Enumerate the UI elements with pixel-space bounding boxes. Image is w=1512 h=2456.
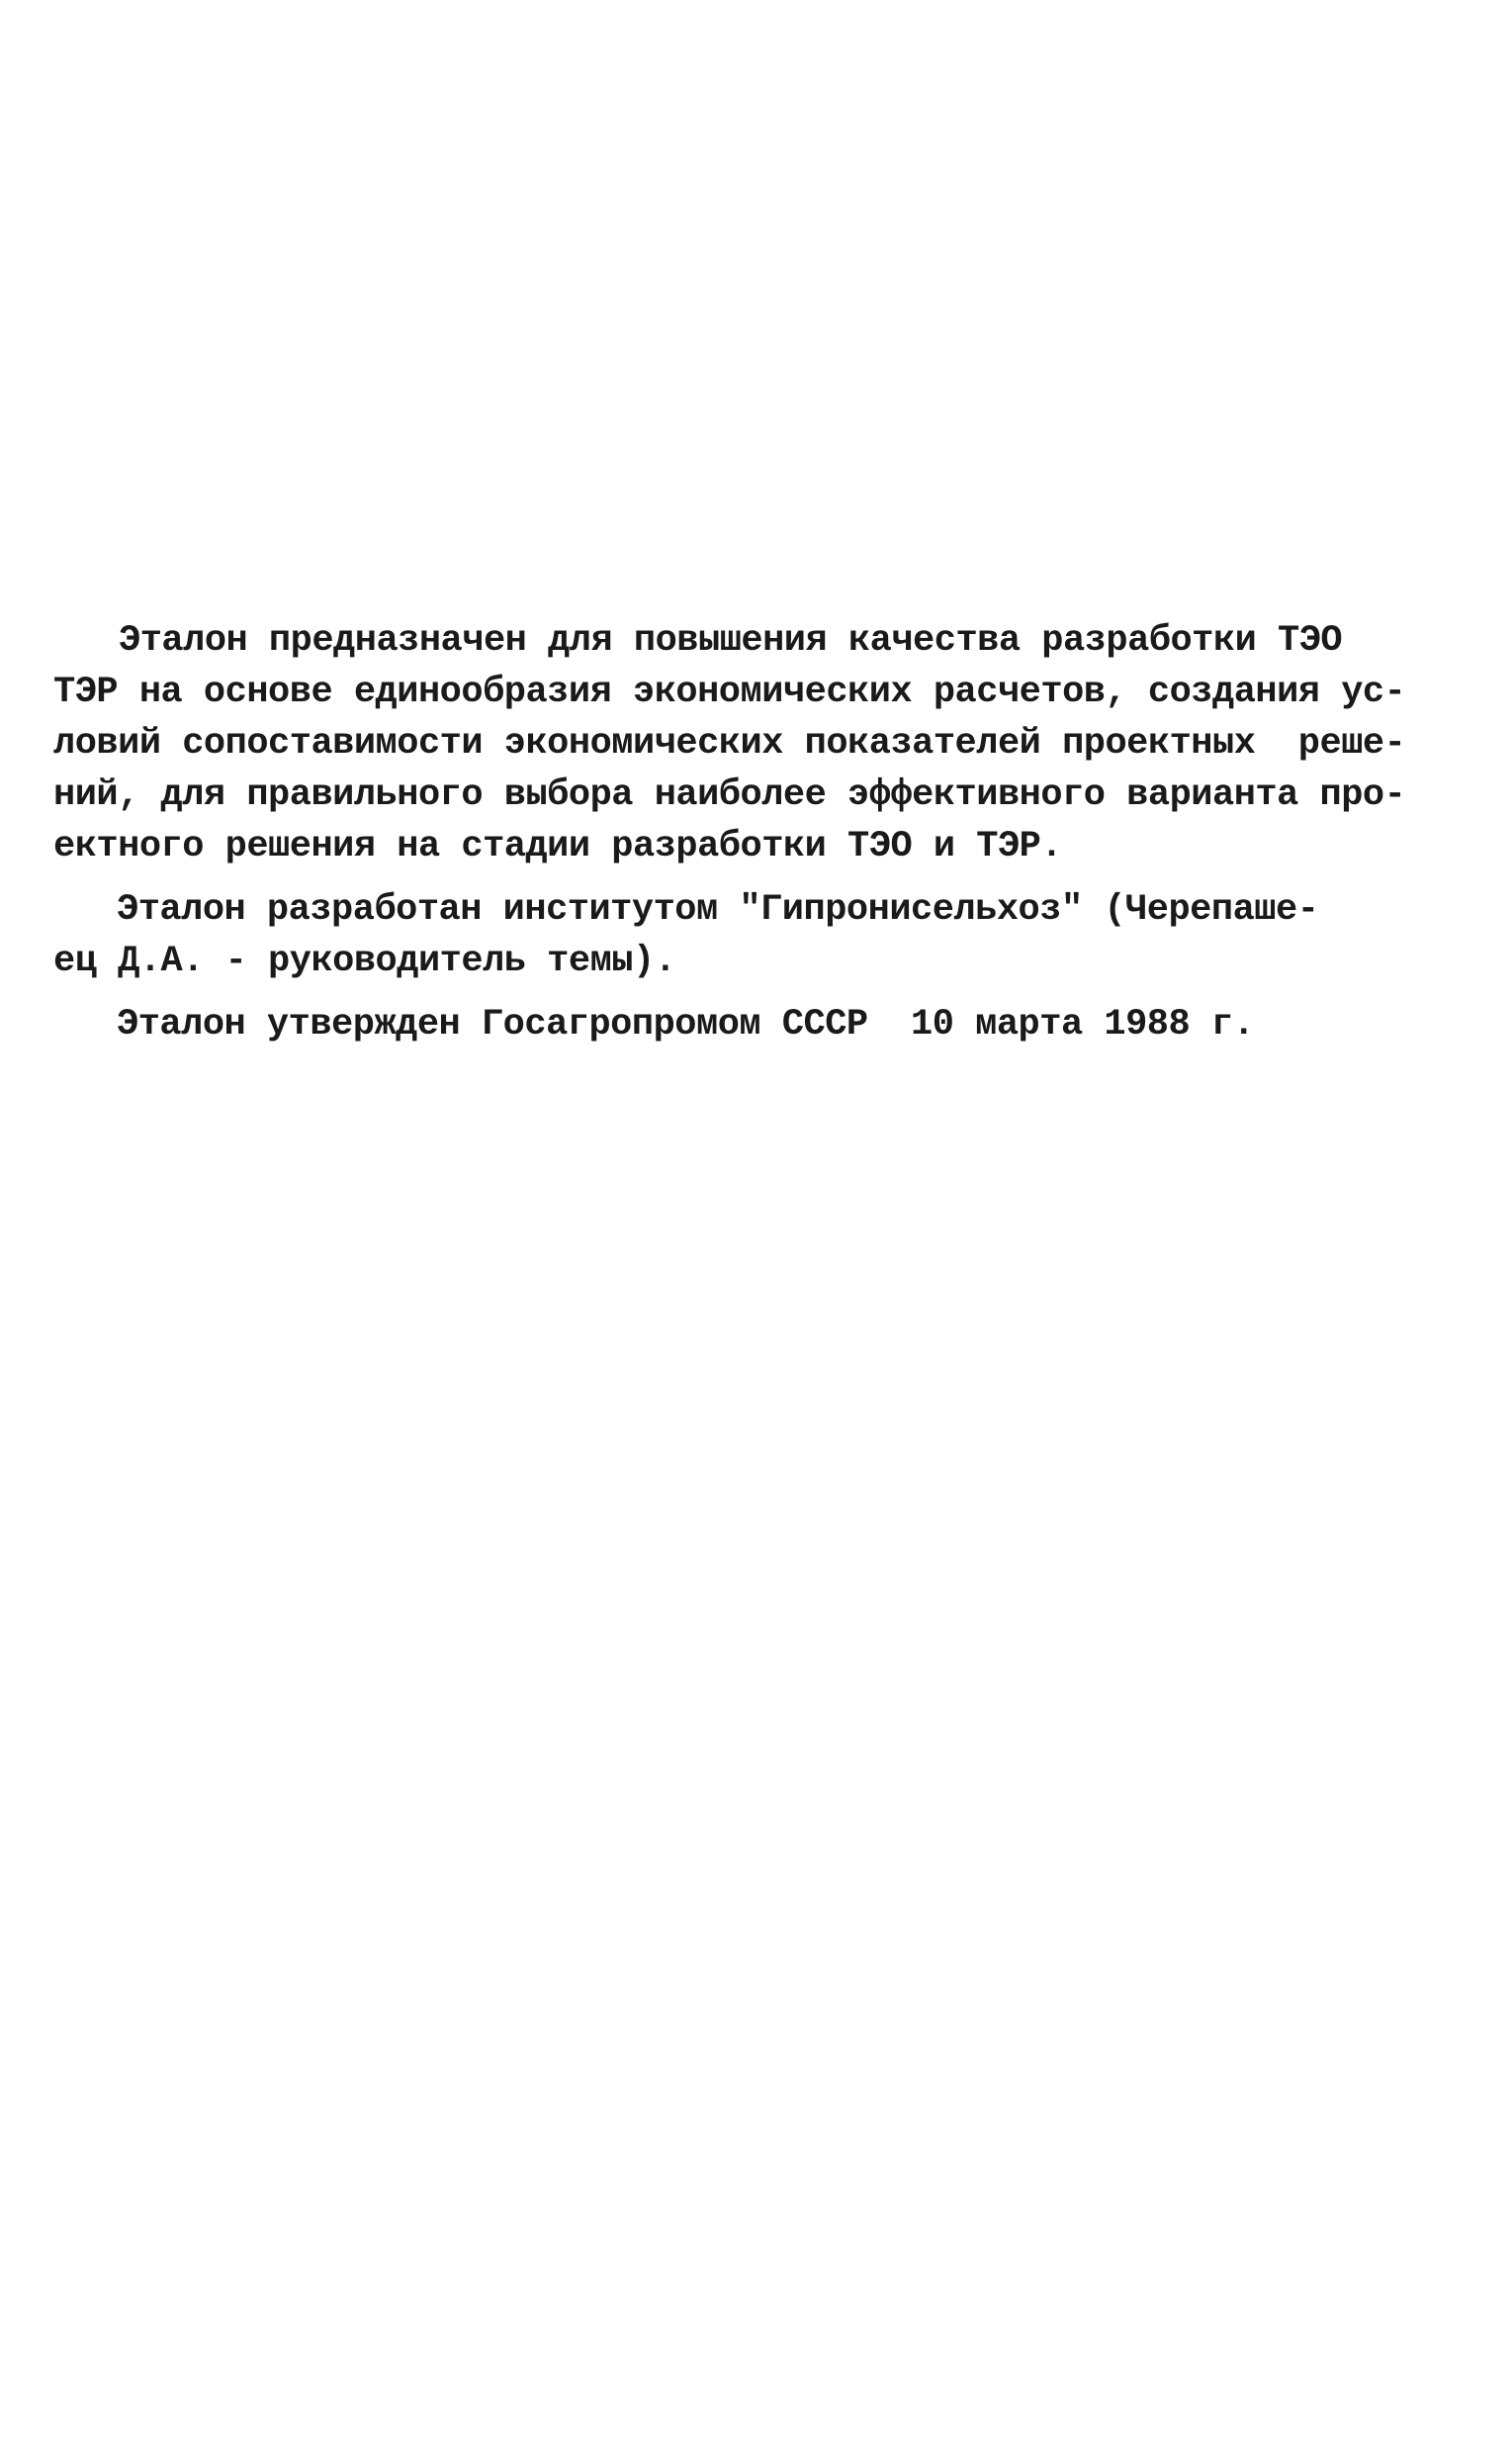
paragraph-line: ТЭР на основе единообразия экономических расчетов, создания ус- <box>53 672 1406 713</box>
paragraph-line: ловий сопоставимости экономических показателей проектных реше- <box>53 723 1406 765</box>
paragraph-line: ектного решения на стадии разработки ТЭО и ТЭР. <box>53 826 1063 867</box>
paragraph-purpose <box>53 615 1406 872</box>
paragraph-line: Эталон разработан институтом "Гипронисельхоз" (Черепаше- <box>117 889 1319 931</box>
paragraph-line: Эталон предназначен для повышения качества разработки ТЭО <box>119 620 1343 662</box>
document-text <box>53 615 1406 1050</box>
paragraph-developer <box>53 884 1353 987</box>
paragraph-line: ец Д.А. - руководитель темы). <box>53 941 676 982</box>
paragraph-line: Эталон утвержден Госагропромом СССР 10 марта 1988 г. <box>117 1004 1255 1046</box>
paragraph-spacer <box>117 872 1353 884</box>
paragraph-line: ний, для правильного выбора наиболее эффективного варианта про- <box>53 774 1406 816</box>
paragraph-approval <box>117 999 1353 1050</box>
paragraph-spacer <box>117 987 1353 999</box>
